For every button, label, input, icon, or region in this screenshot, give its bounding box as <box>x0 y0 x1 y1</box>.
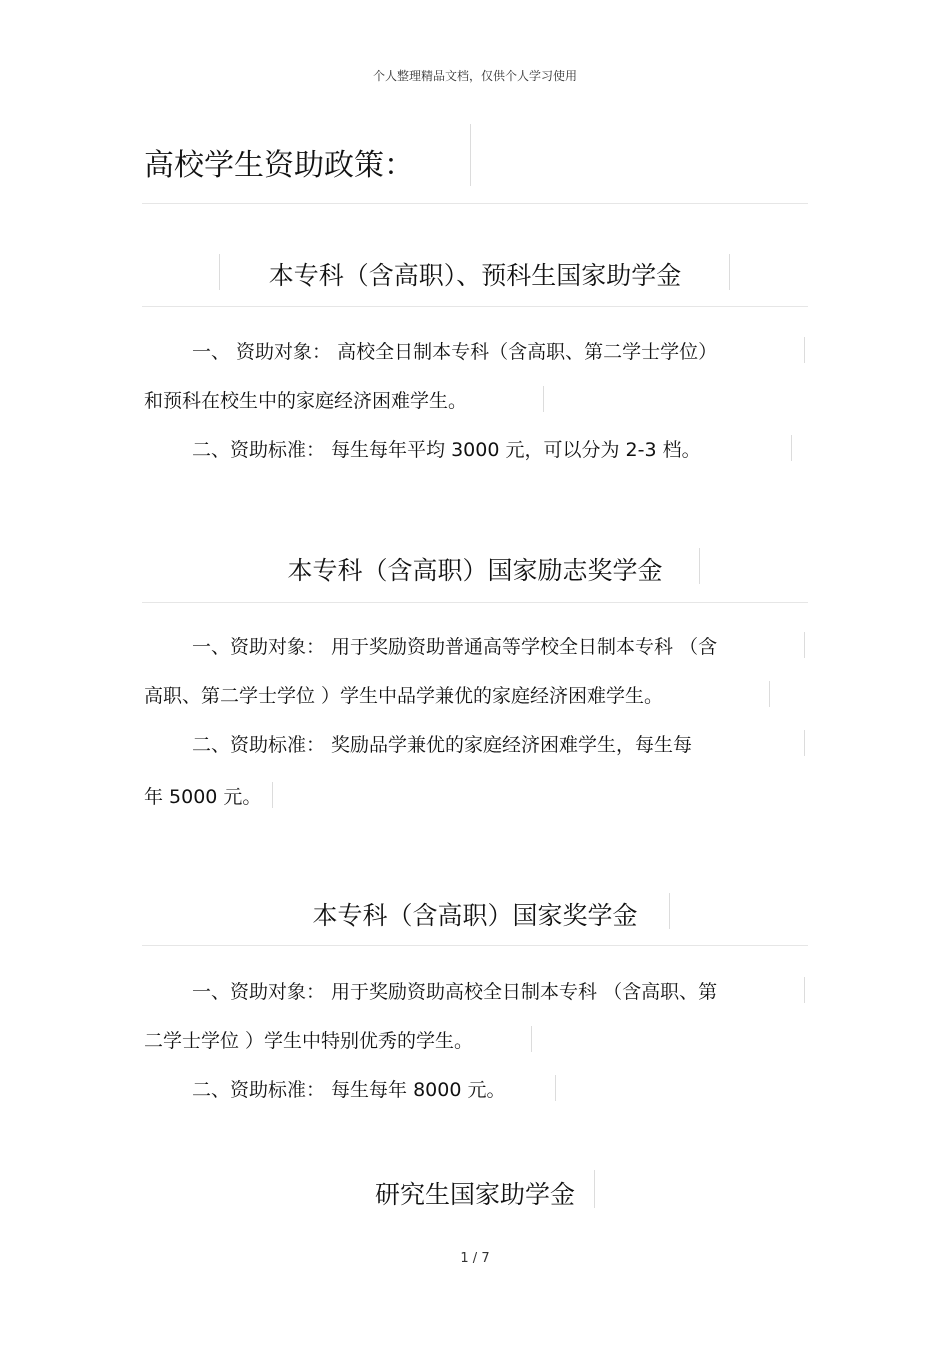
page-number: 1 / 7 <box>460 1251 490 1266</box>
paragraph-line: 一、 资助对象： 高校全日制本专科（含高职、第二学士学位） <box>192 341 718 363</box>
paragraph-line: 二学士学位 ）学生中特别优秀的学生。 <box>144 1030 474 1052</box>
paragraph-line: 二、资助标准： 每生每年平均 3000 元，可以分为 2-3 档。 <box>192 439 701 461</box>
section-title-3: 本专科（含高职）国家奖学金 <box>312 901 638 930</box>
divider <box>804 730 805 756</box>
divider <box>142 945 808 946</box>
divider <box>804 337 805 363</box>
page-title: 高校学生资助政策： <box>144 148 414 183</box>
divider <box>729 254 730 290</box>
paragraph-line: 二、资助标准： 每生每年 8000 元。 <box>192 1079 506 1101</box>
divider <box>219 254 220 290</box>
divider <box>669 893 670 929</box>
paragraph-line: 年 5000 元。 <box>144 786 262 808</box>
section-title-2: 本专科（含高职）国家励志奖学金 <box>287 556 663 585</box>
divider <box>699 548 700 584</box>
divider <box>555 1075 556 1101</box>
divider <box>791 435 792 461</box>
paragraph-line: 一、资助对象： 用于奖励资助高校全日制本专科 （含高职、第 <box>192 981 718 1003</box>
paragraph-line: 一、资助对象： 用于奖励资助普通高等学校全日制本专科 （含 <box>192 636 718 658</box>
page-header-note: 个人整理精品文档，仅供个人学习使用 <box>372 69 577 83</box>
divider <box>142 203 808 204</box>
section-title-1: 本专科（含高职）、预科生国家助学金 <box>268 261 682 290</box>
divider <box>272 782 273 808</box>
paragraph-line: 高职、第二学士学位 ）学生中品学兼优的家庭经济困难学生。 <box>144 685 664 707</box>
divider <box>543 386 544 412</box>
divider <box>804 977 805 1003</box>
paragraph-line: 二、资助标准： 奖励品学兼优的家庭经济困难学生，每生每 <box>192 734 693 756</box>
divider <box>142 602 808 603</box>
paragraph-line: 和预科在校生中的家庭经济困难学生。 <box>144 390 468 412</box>
section-title-4: 研究生国家助学金 <box>374 1180 575 1209</box>
divider <box>769 681 770 707</box>
divider <box>470 124 471 186</box>
divider <box>594 1170 595 1208</box>
divider <box>804 632 805 658</box>
divider <box>142 306 808 307</box>
divider <box>531 1026 532 1052</box>
